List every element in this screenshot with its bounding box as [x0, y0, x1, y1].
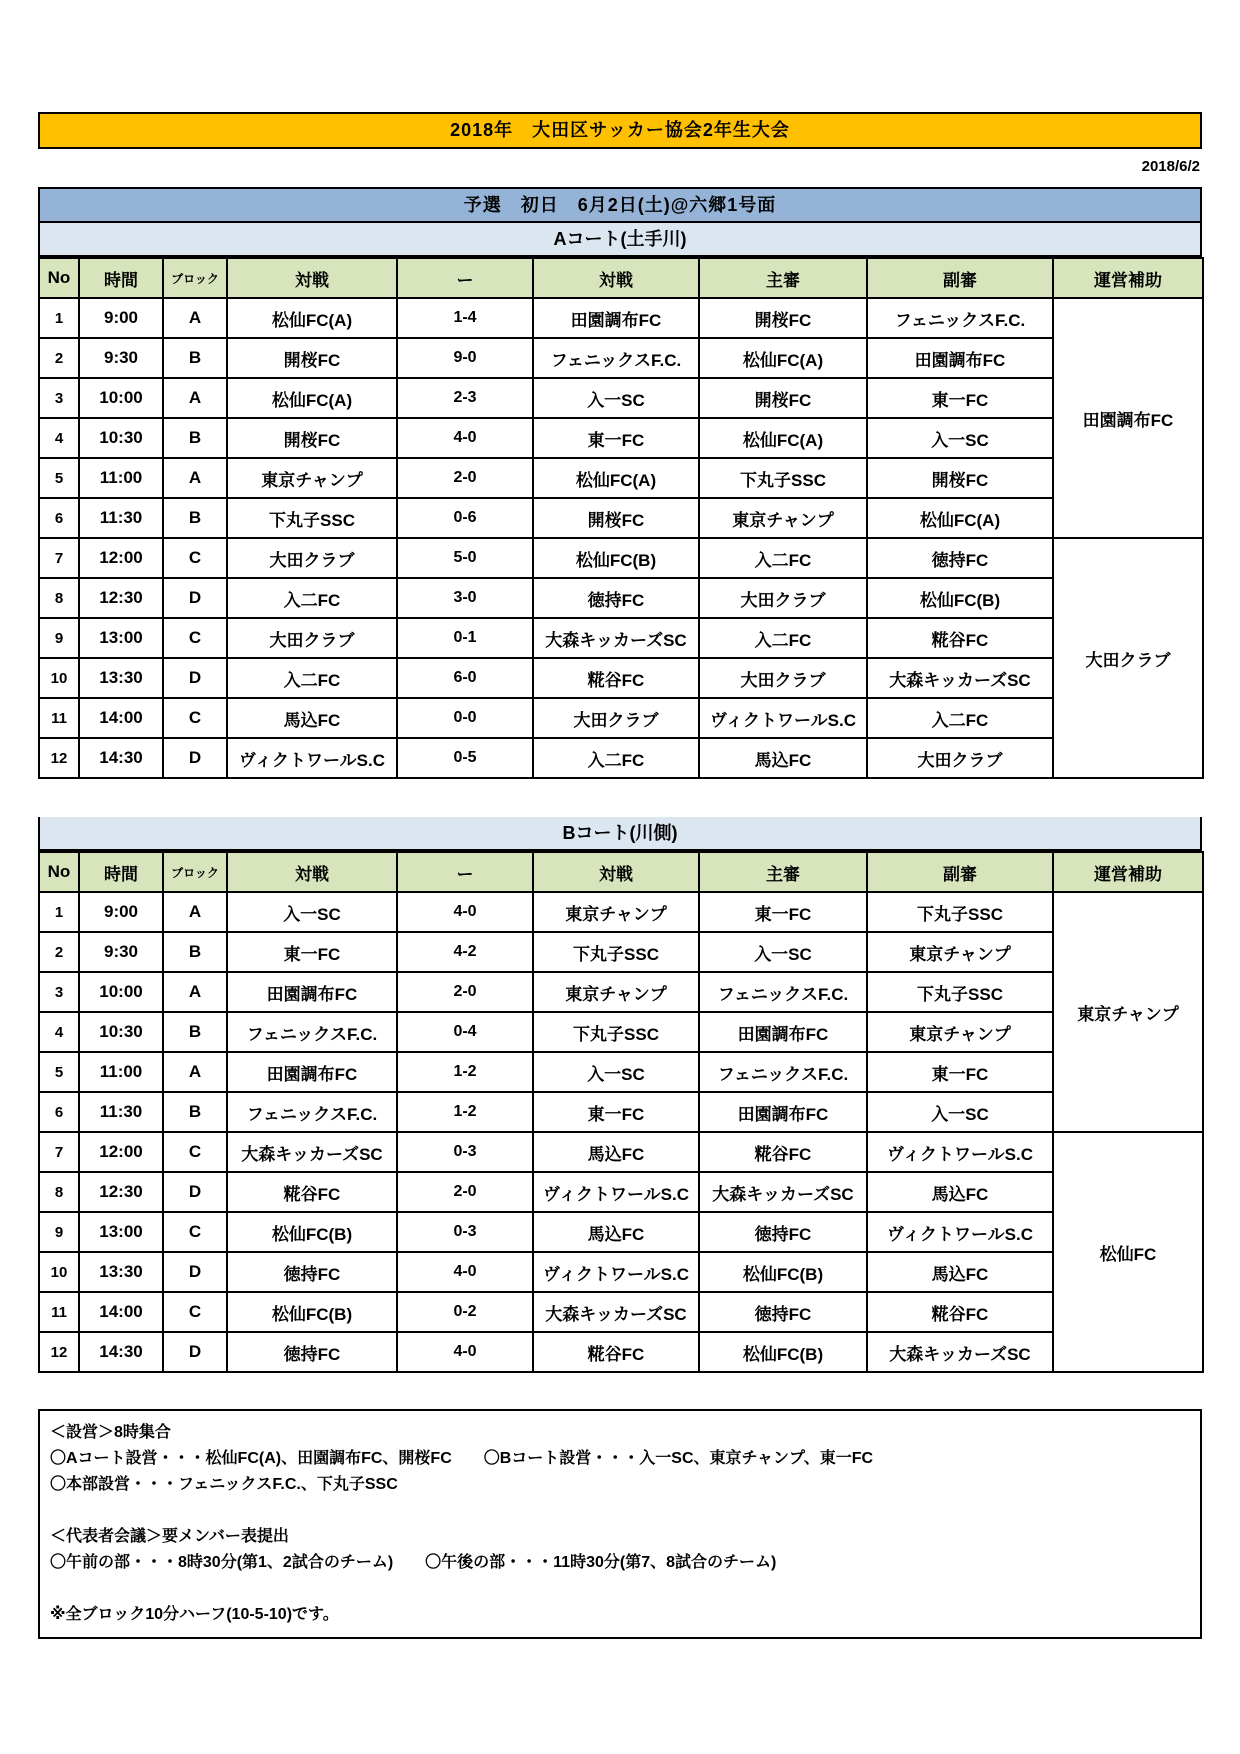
assistant-referee-team: ヴィクトワールS.C	[867, 1212, 1053, 1252]
tournament-title-bar	[38, 112, 1202, 149]
match-block: C	[163, 698, 227, 738]
match-row	[39, 1132, 1203, 1172]
match-block: A	[163, 1052, 227, 1092]
column-header-row	[39, 852, 1203, 892]
match-no: 2	[39, 338, 79, 378]
referee-team: 大田クラブ	[699, 578, 867, 618]
support-team: 松仙FC	[1053, 1132, 1203, 1372]
referee-team: 大田クラブ	[699, 658, 867, 698]
column-header: 対戦	[227, 852, 397, 892]
match-no: 1	[39, 298, 79, 338]
match-row	[39, 498, 1203, 538]
match-score: 0-6	[397, 498, 533, 538]
match-block: A	[163, 378, 227, 418]
away-team: 大森キッカーズSC	[533, 1292, 699, 1332]
match-score: 0-3	[397, 1132, 533, 1172]
away-team: 松仙FC(B)	[533, 538, 699, 578]
match-time: 11:00	[79, 1052, 163, 1092]
match-no: 3	[39, 378, 79, 418]
match-time: 9:30	[79, 338, 163, 378]
referee-team: 馬込FC	[699, 738, 867, 778]
match-score: 3-0	[397, 578, 533, 618]
match-time: 10:30	[79, 1012, 163, 1052]
match-no: 7	[39, 538, 79, 578]
match-no: 6	[39, 498, 79, 538]
match-block: B	[163, 498, 227, 538]
assistant-referee-team: 開桜FC	[867, 458, 1053, 498]
assistant-referee-team: 松仙FC(B)	[867, 578, 1053, 618]
away-team: 大森キッカーズSC	[533, 618, 699, 658]
match-time: 13:00	[79, 618, 163, 658]
notes-box	[38, 1409, 1202, 1639]
match-row	[39, 538, 1203, 578]
column-header: No	[39, 258, 79, 298]
column-header: ー	[397, 852, 533, 892]
match-time: 12:00	[79, 1132, 163, 1172]
column-header: No	[39, 852, 79, 892]
home-team: 入二FC	[227, 658, 397, 698]
match-no: 11	[39, 1292, 79, 1332]
away-team: 糀谷FC	[533, 1332, 699, 1372]
match-time: 10:00	[79, 972, 163, 1012]
assistant-referee-team: 徳持FC	[867, 538, 1053, 578]
match-block: D	[163, 1252, 227, 1292]
note-blank-line	[50, 1576, 1190, 1602]
column-header: 主審	[699, 258, 867, 298]
column-header: 副審	[867, 852, 1053, 892]
assistant-referee-team: 東京チャンプ	[867, 1012, 1053, 1052]
match-block: A	[163, 458, 227, 498]
referee-team: フェニックスF.C.	[699, 972, 867, 1012]
away-team: ヴィクトワールS.C	[533, 1172, 699, 1212]
match-no: 9	[39, 1212, 79, 1252]
match-score: 4-0	[397, 892, 533, 932]
match-row	[39, 1332, 1203, 1372]
away-team: 馬込FC	[533, 1212, 699, 1252]
match-score: 0-5	[397, 738, 533, 778]
referee-team: 田園調布FC	[699, 1012, 867, 1052]
match-block: A	[163, 892, 227, 932]
assistant-referee-team: 入一SC	[867, 1092, 1053, 1132]
home-team: 大田クラブ	[227, 538, 397, 578]
match-no: 4	[39, 1012, 79, 1052]
assistant-referee-team: ヴィクトワールS.C	[867, 1132, 1053, 1172]
away-team: 松仙FC(A)	[533, 458, 699, 498]
match-score: 4-0	[397, 1252, 533, 1292]
home-team: 松仙FC(A)	[227, 298, 397, 338]
match-score: 1-4	[397, 298, 533, 338]
match-time: 13:30	[79, 658, 163, 698]
home-team: ヴィクトワールS.C	[227, 738, 397, 778]
match-block: A	[163, 298, 227, 338]
assistant-referee-team: 東京チャンプ	[867, 932, 1053, 972]
match-time: 14:30	[79, 1332, 163, 1372]
match-score: 0-3	[397, 1212, 533, 1252]
match-no: 11	[39, 698, 79, 738]
match-no: 6	[39, 1092, 79, 1132]
match-score: 1-2	[397, 1092, 533, 1132]
match-row	[39, 698, 1203, 738]
away-team: 徳持FC	[533, 578, 699, 618]
note-hq-setup-teams: 〇本部設営・・・フェニックスF.C.、下丸子SSC	[50, 1476, 398, 1493]
date-line	[38, 158, 1200, 178]
note-blank-line	[50, 1498, 1190, 1524]
match-block: B	[163, 338, 227, 378]
match-score: 0-4	[397, 1012, 533, 1052]
match-no: 4	[39, 418, 79, 458]
away-team: 田園調布FC	[533, 298, 699, 338]
match-time: 12:30	[79, 578, 163, 618]
assistant-referee-team: 馬込FC	[867, 1172, 1053, 1212]
match-time: 11:30	[79, 498, 163, 538]
match-block: D	[163, 578, 227, 618]
match-score: 0-0	[397, 698, 533, 738]
assistant-referee-team: 松仙FC(A)	[867, 498, 1053, 538]
match-score: 4-0	[397, 1332, 533, 1372]
referee-team: 松仙FC(A)	[699, 338, 867, 378]
match-time: 13:30	[79, 1252, 163, 1292]
match-score: 0-2	[397, 1292, 533, 1332]
tournament-title: 2018年 大田区サッカー協会2年生大会	[450, 120, 790, 140]
column-header: 主審	[699, 852, 867, 892]
away-team: 下丸子SSC	[533, 1012, 699, 1052]
match-block: D	[163, 1172, 227, 1212]
assistant-referee-team: 大田クラブ	[867, 738, 1053, 778]
court-a-match-rows	[39, 298, 1203, 778]
assistant-referee-team: 下丸子SSC	[867, 892, 1053, 932]
home-team: 松仙FC(B)	[227, 1212, 397, 1252]
home-team: 開桜FC	[227, 418, 397, 458]
away-team: 東京チャンプ	[533, 892, 699, 932]
match-time: 13:00	[79, 1212, 163, 1252]
match-time: 10:30	[79, 418, 163, 458]
away-team: 東一FC	[533, 418, 699, 458]
court-a-title: Aコート(土手川)	[38, 223, 1202, 257]
away-team: 入二FC	[533, 738, 699, 778]
referee-team: 下丸子SSC	[699, 458, 867, 498]
note-meeting-heading: ＜代表者会議＞要メンバー表提出	[50, 1528, 289, 1545]
referee-team: 大森キッカーズSC	[699, 1172, 867, 1212]
column-header: 運営補助	[1053, 852, 1203, 892]
note-match-duration: ※全ブロック10分ハーフ(10-5-10)です。	[50, 1606, 339, 1623]
referee-team: 東京チャンプ	[699, 498, 867, 538]
home-team: フェニックスF.C.	[227, 1012, 397, 1052]
column-header: ー	[397, 258, 533, 298]
home-team: 徳持FC	[227, 1332, 397, 1372]
match-row	[39, 1172, 1203, 1212]
match-no: 2	[39, 932, 79, 972]
assistant-referee-team: 田園調布FC	[867, 338, 1053, 378]
schedule-main-header: 予選 初日 6月2日(土)@六郷1号面	[38, 187, 1202, 223]
match-no: 5	[39, 458, 79, 498]
match-time: 10:00	[79, 378, 163, 418]
column-header: 対戦	[227, 258, 397, 298]
support-team: 大田クラブ	[1053, 538, 1203, 778]
away-team: 大田クラブ	[533, 698, 699, 738]
referee-team: ヴィクトワールS.C	[699, 698, 867, 738]
court-b-match-rows	[39, 892, 1203, 1372]
away-team: 入一SC	[533, 1052, 699, 1092]
assistant-referee-team: 入二FC	[867, 698, 1053, 738]
match-no: 9	[39, 618, 79, 658]
match-score: 9-0	[397, 338, 533, 378]
match-block: C	[163, 1292, 227, 1332]
home-team: フェニックスF.C.	[227, 1092, 397, 1132]
match-time: 14:00	[79, 698, 163, 738]
away-team: 馬込FC	[533, 1132, 699, 1172]
referee-team: 松仙FC(B)	[699, 1252, 867, 1292]
home-team: 田園調布FC	[227, 972, 397, 1012]
note-setup-heading: ＜設営＞8時集合	[50, 1424, 171, 1441]
match-no: 7	[39, 1132, 79, 1172]
match-block: C	[163, 1132, 227, 1172]
match-row	[39, 418, 1203, 458]
match-score: 1-2	[397, 1052, 533, 1092]
referee-team: 入一SC	[699, 932, 867, 972]
column-header: 運営補助	[1053, 258, 1203, 298]
match-row	[39, 378, 1203, 418]
match-row	[39, 1212, 1203, 1252]
home-team: 田園調布FC	[227, 1052, 397, 1092]
home-team: 糀谷FC	[227, 1172, 397, 1212]
match-row	[39, 1252, 1203, 1292]
match-no: 8	[39, 1172, 79, 1212]
referee-team: フェニックスF.C.	[699, 1052, 867, 1092]
home-team: 松仙FC(B)	[227, 1292, 397, 1332]
home-team: 松仙FC(A)	[227, 378, 397, 418]
match-score: 5-0	[397, 538, 533, 578]
home-team: 入二FC	[227, 578, 397, 618]
court-a-section	[38, 187, 1202, 779]
column-header: 対戦	[533, 852, 699, 892]
match-score: 2-0	[397, 972, 533, 1012]
match-no: 3	[39, 972, 79, 1012]
home-team: 大田クラブ	[227, 618, 397, 658]
match-no: 10	[39, 658, 79, 698]
home-team: 馬込FC	[227, 698, 397, 738]
document-date: 2018/6/2	[1141, 158, 1200, 175]
home-team: 東京チャンプ	[227, 458, 397, 498]
court-b-section	[38, 817, 1202, 1373]
match-row	[39, 338, 1203, 378]
away-team: 東京チャンプ	[533, 972, 699, 1012]
match-score: 0-1	[397, 618, 533, 658]
referee-team: 糀谷FC	[699, 1132, 867, 1172]
assistant-referee-team: 糀谷FC	[867, 1292, 1053, 1332]
away-team: 東一FC	[533, 1092, 699, 1132]
home-team: 下丸子SSC	[227, 498, 397, 538]
assistant-referee-team: 糀谷FC	[867, 618, 1053, 658]
match-no: 5	[39, 1052, 79, 1092]
referee-team: 開桜FC	[699, 298, 867, 338]
match-no: 1	[39, 892, 79, 932]
home-team: 入一SC	[227, 892, 397, 932]
note-meeting-times: 〇午前の部・・・8時30分(第1、2試合のチーム) 〇午後の部・・・11時30分(第7、8試合のチーム)	[50, 1554, 777, 1571]
match-row	[39, 458, 1203, 498]
assistant-referee-team: 大森キッカーズSC	[867, 658, 1053, 698]
column-header: 対戦	[533, 258, 699, 298]
column-header: 時間	[79, 852, 163, 892]
match-block: A	[163, 972, 227, 1012]
assistant-referee-team: 入一SC	[867, 418, 1053, 458]
column-header: ブロック	[163, 852, 227, 892]
home-team: 徳持FC	[227, 1252, 397, 1292]
match-block: C	[163, 538, 227, 578]
assistant-referee-team: フェニックスF.C.	[867, 298, 1053, 338]
match-time: 12:00	[79, 538, 163, 578]
match-no: 10	[39, 1252, 79, 1292]
match-score: 4-2	[397, 932, 533, 972]
match-block: C	[163, 1212, 227, 1252]
assistant-referee-team: 東一FC	[867, 378, 1053, 418]
support-team: 東京チャンプ	[1053, 892, 1203, 1132]
match-no: 8	[39, 578, 79, 618]
referee-team: 松仙FC(A)	[699, 418, 867, 458]
away-team: ヴィクトワールS.C	[533, 1252, 699, 1292]
referee-team: 入二FC	[699, 618, 867, 658]
note-court-setup-teams: 〇Aコート設営・・・松仙FC(A)、田園調布FC、開桜FC 〇Bコート設営・・・入一SC、東京チャンプ、東一FC	[50, 1450, 874, 1467]
home-team: 大森キッカーズSC	[227, 1132, 397, 1172]
referee-team: 徳持FC	[699, 1212, 867, 1252]
assistant-referee-team: 東一FC	[867, 1052, 1053, 1092]
match-row	[39, 658, 1203, 698]
away-team: フェニックスF.C.	[533, 338, 699, 378]
away-team: 開桜FC	[533, 498, 699, 538]
referee-team: 田園調布FC	[699, 1092, 867, 1132]
court-b-title: Bコート(川側)	[38, 817, 1202, 851]
match-block: B	[163, 1012, 227, 1052]
home-team: 東一FC	[227, 932, 397, 972]
column-header: 時間	[79, 258, 163, 298]
referee-team: 入二FC	[699, 538, 867, 578]
referee-team: 松仙FC(B)	[699, 1332, 867, 1372]
away-team: 下丸子SSC	[533, 932, 699, 972]
match-time: 12:30	[79, 1172, 163, 1212]
court-a-schedule-table	[38, 257, 1204, 779]
column-header-row	[39, 258, 1203, 298]
column-header: ブロック	[163, 258, 227, 298]
match-block: D	[163, 658, 227, 698]
referee-team: 徳持FC	[699, 1292, 867, 1332]
match-row	[39, 892, 1203, 932]
referee-team: 東一FC	[699, 892, 867, 932]
match-time: 9:30	[79, 932, 163, 972]
match-time: 9:00	[79, 298, 163, 338]
column-header: 副審	[867, 258, 1053, 298]
match-time: 14:00	[79, 1292, 163, 1332]
match-block: B	[163, 1092, 227, 1132]
court-b-schedule-table	[38, 851, 1204, 1373]
match-score: 4-0	[397, 418, 533, 458]
match-score: 6-0	[397, 658, 533, 698]
match-score: 2-3	[397, 378, 533, 418]
match-block: D	[163, 1332, 227, 1372]
support-team: 田園調布FC	[1053, 298, 1203, 538]
away-team: 糀谷FC	[533, 658, 699, 698]
match-score: 2-0	[397, 458, 533, 498]
match-no: 12	[39, 1332, 79, 1372]
match-row	[39, 1292, 1203, 1332]
away-team: 入一SC	[533, 378, 699, 418]
match-time: 14:30	[79, 738, 163, 778]
match-row	[39, 298, 1203, 338]
match-block: D	[163, 738, 227, 778]
assistant-referee-team: 大森キッカーズSC	[867, 1332, 1053, 1372]
match-row	[39, 1092, 1203, 1132]
match-row	[39, 618, 1203, 658]
home-team: 開桜FC	[227, 338, 397, 378]
match-row	[39, 1052, 1203, 1092]
match-no: 12	[39, 738, 79, 778]
match-row	[39, 972, 1203, 1012]
match-score: 2-0	[397, 1172, 533, 1212]
match-time: 9:00	[79, 892, 163, 932]
assistant-referee-team: 下丸子SSC	[867, 972, 1053, 1012]
match-row	[39, 578, 1203, 618]
match-row	[39, 932, 1203, 972]
assistant-referee-team: 馬込FC	[867, 1252, 1053, 1292]
match-row	[39, 1012, 1203, 1052]
match-time: 11:00	[79, 458, 163, 498]
match-row	[39, 738, 1203, 778]
referee-team: 開桜FC	[699, 378, 867, 418]
match-block: C	[163, 618, 227, 658]
match-block: B	[163, 418, 227, 458]
match-block: B	[163, 932, 227, 972]
match-time: 11:30	[79, 1092, 163, 1132]
